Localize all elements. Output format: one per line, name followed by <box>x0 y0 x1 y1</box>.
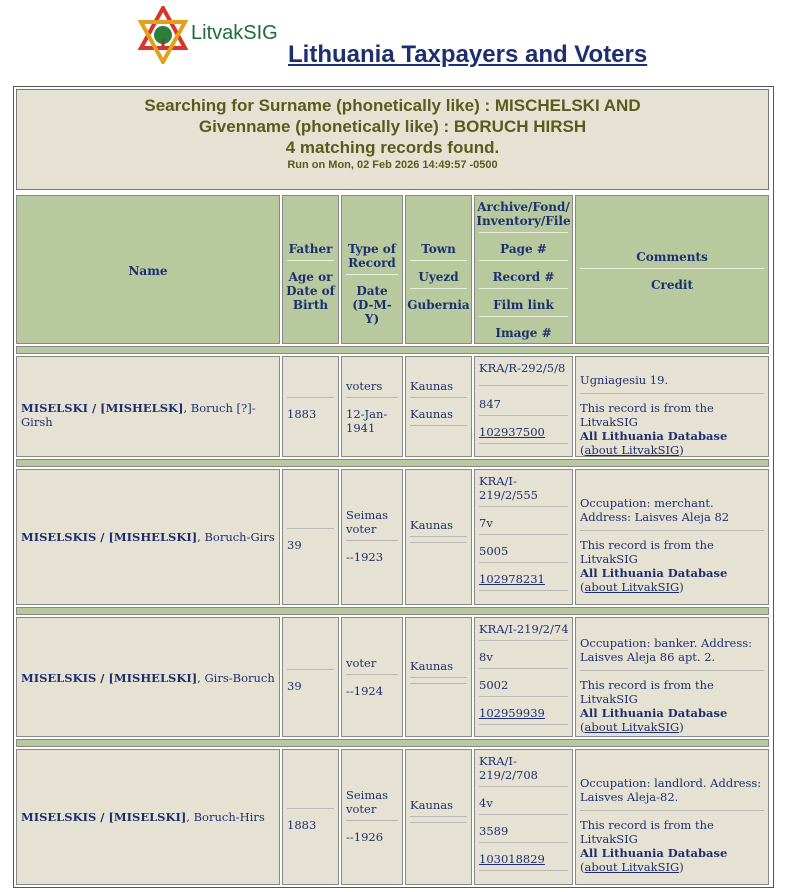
about-link-text: about LitvakSIG <box>584 720 680 734</box>
record-town: Kaunas <box>410 518 454 532</box>
record-3-comments-cell: Occupation: banker. Address: Laisves Aleja 86 apt. 2. This record is from the LitvakSIG All Lithuania Database (about LitvakSIG) <box>575 617 769 737</box>
record-town: Kaunas <box>410 379 454 393</box>
about-link-text: about LitvakSIG <box>584 860 680 874</box>
row-spacer <box>16 459 769 467</box>
col-header-type-label: Type of Record <box>348 242 396 270</box>
page-title[interactable]: Lithuania Taxpayers and Voters <box>288 41 648 68</box>
summary-surname: Searching for Surname (phonetically like) : MISCHELSKI AND <box>144 96 641 115</box>
record-4-name-cell <box>16 749 280 885</box>
credit-text: This record is from the LitvakSIG <box>580 538 714 566</box>
record-surname: MISELSKIS / [MISELSKI] <box>21 810 187 824</box>
record-2-name-cell <box>16 469 280 605</box>
search-summary <box>16 89 769 190</box>
record-given-name: , Girs-Boruch <box>197 671 275 685</box>
record-3-father-cell <box>282 617 339 737</box>
record-comment: Occupation: merchant. Address: Laisves Aleja 82 <box>580 496 730 524</box>
col-header-uyezd-label: Uyezd <box>418 270 459 284</box>
credit-text: This record is from the LitvakSIG <box>580 401 714 429</box>
record-surname: MISELSKIS / [MISHELSKI] <box>21 530 198 544</box>
record-date: --1926 <box>346 830 384 844</box>
col-header-comments-label: Comments <box>636 250 708 264</box>
col-header-gubernia-label: Gubernia <box>407 298 470 312</box>
summary-givenname: Givenname (phonetically like) : BORUCH HIRSH <box>198 117 587 136</box>
record-1-archive-cell <box>474 356 573 457</box>
record-age: 1883 <box>287 407 317 421</box>
record-4-father-cell <box>282 749 339 885</box>
credit-database: All Lithuania Database <box>580 566 728 580</box>
record-page: 8v <box>479 650 493 664</box>
record-3-type-cell <box>341 617 403 737</box>
record-archive: KRA/I-219/2/708 <box>479 754 538 782</box>
col-header-town-label: Town <box>421 242 456 256</box>
col-header-age-label: Age or Date of Birth <box>286 270 335 312</box>
record-comment: Ugniagesiu 19. <box>580 373 669 387</box>
record-given-name: , Boruch [?]-Girsh <box>21 401 256 429</box>
record-comment: Occupation: banker. Address: Laisves Aleja 86 apt. 2. <box>580 636 753 664</box>
record-date: --1924 <box>346 684 384 698</box>
record-2-town-cell <box>405 469 472 605</box>
record-town: Kaunas <box>410 798 454 812</box>
record-2-comments-cell: Occupation: merchant. Address: Laisves Aleja 82 This record is from the LitvakSIG All Lithuania Database (about LitvakSIG) <box>575 469 769 605</box>
about-litvaksig-link[interactable] <box>585 860 680 874</box>
record-given-name: , Boruch-Girs <box>197 530 275 544</box>
col-header-credit-label: Credit <box>651 278 693 292</box>
col-header-record-label: Record # <box>492 270 555 284</box>
record-date: 12-Jan-1941 <box>346 407 388 435</box>
credit-database: All Lithuania Database <box>580 846 728 860</box>
col-header-father <box>282 195 339 344</box>
record-4-town-cell <box>405 749 472 885</box>
credit-text: This record is from the LitvakSIG <box>580 818 714 846</box>
record-2-father-cell <box>282 469 339 605</box>
col-header-archive <box>474 195 573 344</box>
col-header-town <box>405 195 472 344</box>
col-header-comments <box>575 195 769 344</box>
record-film-link[interactable]: 102937500 <box>479 425 545 439</box>
credit-database: All Lithuania Database <box>580 429 728 443</box>
record-type: voter <box>346 656 377 670</box>
about-litvaksig-link[interactable] <box>585 580 680 594</box>
record-1-name-cell <box>16 356 280 457</box>
col-header-type <box>341 195 403 344</box>
record-1-town-cell <box>405 356 472 457</box>
record-age: 39 <box>287 679 302 693</box>
record-surname: MISELSKI / [MISHELSK] <box>21 401 184 415</box>
record-page: 7v <box>479 516 493 530</box>
row-spacer <box>16 739 769 747</box>
results-container <box>13 86 774 888</box>
about-link-text: about LitvakSIG <box>584 580 680 594</box>
record-comment: Occupation: landlord. Address: Laisves Aleja-82. <box>580 776 762 804</box>
record-date: --1923 <box>346 550 384 564</box>
record-type: voters <box>346 379 383 393</box>
col-header-name <box>16 195 280 344</box>
record-2-archive-cell <box>474 469 573 605</box>
record-4-type-cell <box>341 749 403 885</box>
record-type: Seimas voter <box>346 508 389 536</box>
record-number: 5002 <box>479 678 509 692</box>
row-spacer <box>16 607 769 615</box>
record-4-archive-cell <box>474 749 573 885</box>
record-film-link[interactable]: 102978231 <box>479 572 545 586</box>
record-1-comments-cell: Ugniagesiu 19. This record is from the LitvakSIG All Lithuania Database (about LitvakSIG) <box>575 356 769 457</box>
record-page: 4v <box>479 796 493 810</box>
col-header-film-label: Film link <box>493 298 554 312</box>
col-header-date-label: Date (D-M-Y) <box>352 284 392 326</box>
logo-text[interactable]: LitvakSIG <box>191 22 278 44</box>
record-archive: KRA/R-292/5/8 <box>479 361 566 375</box>
record-uyezd: Kaunas <box>410 407 454 421</box>
record-archive: KRA/I-219/2/555 <box>479 474 538 502</box>
record-1-type-cell <box>341 356 403 457</box>
record-page: 847 <box>479 397 501 411</box>
record-number: 3589 <box>479 824 509 838</box>
record-archive: KRA/I-219/2/74 <box>479 622 569 636</box>
record-4-comments-cell: Occupation: landlord. Address: Laisves Aleja-82. This record is from the LitvakSIG All Lithuania Database (about LitvakSIG) <box>575 749 769 885</box>
record-age: 39 <box>287 538 302 552</box>
record-2-type-cell <box>341 469 403 605</box>
credit-database: All Lithuania Database <box>580 706 728 720</box>
page-header <box>0 0 804 80</box>
record-town: Kaunas <box>410 659 454 673</box>
row-spacer <box>16 346 769 354</box>
record-film-link[interactable]: 102959939 <box>479 706 545 720</box>
about-litvaksig-link[interactable] <box>585 443 680 457</box>
credit-text: This record is from the LitvakSIG <box>580 678 714 706</box>
record-3-town-cell <box>405 617 472 737</box>
col-header-image-label: Image # <box>495 326 552 340</box>
record-age: 1883 <box>287 818 317 832</box>
record-3-archive-cell <box>474 617 573 737</box>
summary-run-time: Run on Mon, 02 Feb 2026 14:49:57 -0500 <box>287 159 498 171</box>
litvaksig-star-logo-icon[interactable] <box>137 6 189 64</box>
record-type: Seimas voter <box>346 788 389 816</box>
record-number: 5005 <box>479 544 509 558</box>
col-header-name-label: Name <box>128 264 168 278</box>
about-link-text: about LitvakSIG <box>584 443 680 457</box>
record-3-name-cell <box>16 617 280 737</box>
col-header-father-label: Father <box>288 242 333 256</box>
record-given-name: , Boruch-Hirs <box>186 810 265 824</box>
record-film-link[interactable]: 103018829 <box>479 852 545 866</box>
col-header-archive-label: Archive/Fond/ Inventory/File <box>476 200 571 228</box>
about-litvaksig-link[interactable] <box>585 720 680 734</box>
record-1-father-cell <box>282 356 339 457</box>
record-surname: MISELSKIS / [MISHELSKI] <box>21 671 198 685</box>
col-header-page-label: Page # <box>500 242 547 256</box>
summary-count: 4 matching records found. <box>285 138 500 157</box>
